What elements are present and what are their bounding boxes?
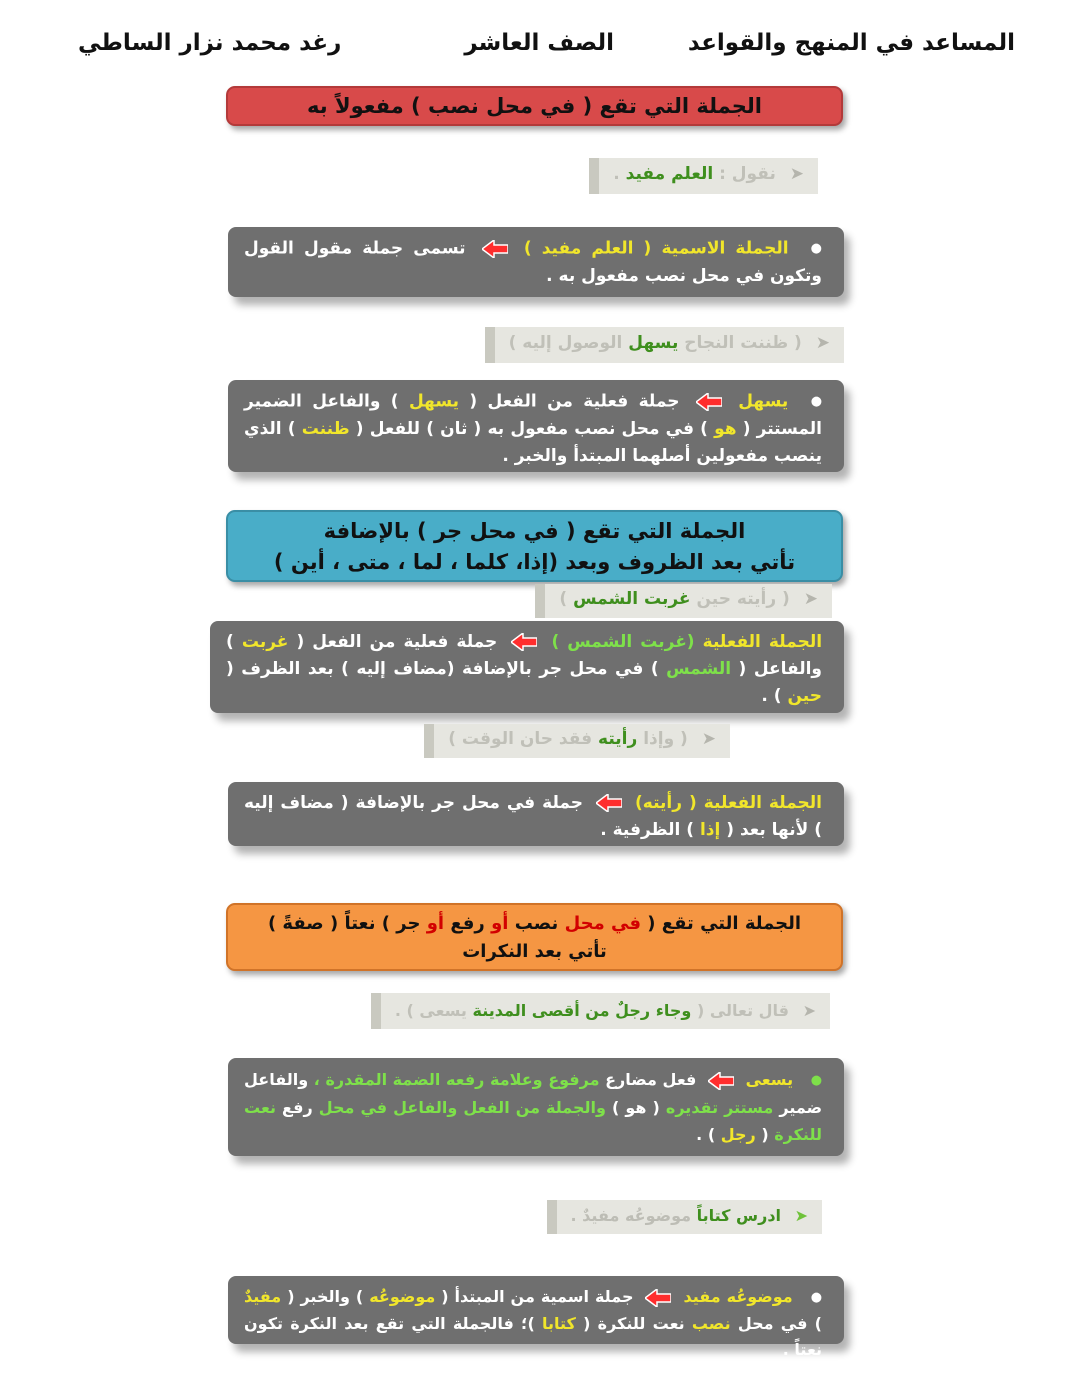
card-word: مرفوع وعلامة رفعه الضمة المقدرة ، <box>313 1070 600 1089</box>
section3-title <box>226 903 843 971</box>
card-word: نصب <box>691 1313 731 1333</box>
section2-title-line1: الجملة التي تقع ( في محل جر ) بالإضافة <box>323 519 746 543</box>
card-text: والفاعل ضمير <box>244 1070 823 1117</box>
card-term: موضوعُه مفيد <box>683 1287 793 1306</box>
section2-example1 <box>535 584 832 618</box>
section2-title-line2: تأتي بعد الظروف وبعد (إذا، كلما ، لما ، متى ، أين ) <box>273 550 796 574</box>
card-word: إذا <box>699 820 721 840</box>
card-text: نعت للنكرة ( <box>583 1313 685 1333</box>
bullet-icon: ● <box>810 241 822 256</box>
left-arrow-icon <box>708 1072 734 1090</box>
card-text: جملة فعلية من الفعل ( <box>296 632 498 652</box>
left-arrow-icon <box>696 393 722 411</box>
title-part: الجملة التي تقع ( <box>647 913 802 934</box>
example-highlight: رأيته <box>598 729 638 749</box>
card-word: موضوعُه <box>369 1287 436 1306</box>
example-suffix: . <box>613 164 620 184</box>
card-term: الجملة الفعلية <box>702 632 823 652</box>
card-text: ) في محل نصب مفعول به ( ثان ) للفعل ( <box>355 418 708 439</box>
section3-example2 <box>547 1200 822 1234</box>
card-word: (غربت الشمس ) <box>551 632 695 652</box>
card-term: يسهل <box>738 391 789 412</box>
card-word: مستتر تقديره <box>665 1098 774 1117</box>
chevron-left-icon: ➤ <box>794 1206 808 1225</box>
header-subject: المساعد في المنهج والقواعد <box>687 30 1015 56</box>
bullet-icon: ● <box>810 1073 823 1088</box>
section1-title: الجملة التي تقع ( في محل نصب ) مفعولاً به <box>226 86 843 126</box>
section1-example2 <box>485 327 844 363</box>
bullet-icon: ● <box>810 1289 823 1305</box>
card-word: ظننت <box>301 418 350 439</box>
left-arrow-icon <box>645 1289 671 1307</box>
title-part: أو <box>426 913 445 934</box>
card-word: الشمس <box>666 659 732 679</box>
example-highlight: غربت الشمس <box>573 589 691 609</box>
example-suffix: يسعى ) . <box>394 1001 467 1020</box>
title-part: جر ) نعتاً ( صفةً ) <box>267 913 421 934</box>
chevron-left-icon: ➤ <box>803 589 818 609</box>
card-word: يسهل <box>408 391 460 412</box>
example-prefix: ( رأيته حين <box>696 589 790 609</box>
left-arrow-icon <box>482 240 508 258</box>
title-part: أو <box>491 913 509 934</box>
card-word: ( رأيته) <box>634 793 697 813</box>
card-text: جملة في محل جر بالإضافة ( مضاف إليه ) لأنها بعد ( <box>244 793 822 840</box>
card-word: مفيدٌ <box>244 1287 282 1306</box>
example-suffix: الوصول إليه ) <box>508 333 623 353</box>
card-word: حين <box>787 686 822 706</box>
card-term: الجملة الاسمية ( العلم مفيد ) <box>523 238 789 259</box>
card-word: رجل <box>720 1125 756 1144</box>
section2-card2 <box>228 782 844 846</box>
card-term: الجملة الفعلية <box>703 793 823 813</box>
card-text: ) في محل جر بالإضافة (مضاف إليه ) بعد الظرف ( <box>226 659 659 679</box>
section1-card1 <box>228 227 844 297</box>
card-word: والجملة من الفعل والفاعل في محل <box>318 1098 606 1117</box>
section3-card1 <box>228 1058 844 1156</box>
chevron-left-icon: ➤ <box>802 1001 816 1020</box>
card-word: نعت للنكرة <box>244 1098 822 1144</box>
example-prefix: ( وإذا <box>643 729 688 749</box>
chevron-left-icon: ➤ <box>815 333 830 353</box>
card-word: هو <box>714 418 737 439</box>
card-term: يسعى <box>745 1070 794 1089</box>
section3-title-line1 <box>228 910 841 938</box>
section2-title <box>226 510 843 582</box>
card-text: ) الذي ينصب مفعولين أصلهما المبتدأ والخبر . <box>244 418 822 466</box>
title-part: رفع <box>450 913 485 934</box>
card-text: ) والخبر ( <box>287 1287 364 1306</box>
card-word: غربت <box>241 632 289 652</box>
section3-title-line2: تأتي بعد النكرات <box>462 941 607 962</box>
header-grade: الصف العاشر <box>464 30 614 56</box>
chevron-left-icon: ➤ <box>701 729 716 749</box>
example-highlight: وجاء رجلٌ من أقصى المدينة <box>472 1001 692 1020</box>
chevron-left-icon: ➤ <box>789 164 804 184</box>
example-highlight: العلم مفيد <box>625 164 714 184</box>
example-prefix: نقول : <box>719 164 776 184</box>
card-text: تسمى جملة مقول القول وتكون في محل نصب مفعول به . <box>244 238 822 286</box>
title-part: في محل <box>564 913 642 934</box>
card-text: ) والفاعل ( <box>226 632 822 679</box>
card-text: جملة اسمية من المبتدأ ( <box>441 1287 634 1306</box>
section2-card1 <box>210 621 844 713</box>
left-arrow-icon <box>511 633 537 651</box>
card-text: ( هو ) <box>612 1098 660 1117</box>
card-text: فعل مضارع <box>605 1070 697 1089</box>
example-suffix: فقد حان الوقت ) <box>448 729 593 749</box>
bullet-icon: ● <box>810 394 823 409</box>
card-text: ) الظرفية . <box>600 820 695 840</box>
left-arrow-icon <box>596 794 622 812</box>
example-suffix: موضوعُه مفيدٌ . <box>570 1206 692 1225</box>
card-text: رفع <box>282 1098 313 1117</box>
card-text: )؛ فالجملة التي تقع بعد النكرة تكون نعتاً . <box>244 1313 822 1359</box>
example-suffix: ) <box>559 589 568 609</box>
example-highlight: ادرس كتاباً <box>696 1206 782 1225</box>
example-highlight: يسهل <box>628 333 679 353</box>
card-text: ) . <box>761 686 782 706</box>
card-text: جملة فعلية من الفعل ( <box>469 391 680 412</box>
card-text: ) . <box>696 1125 716 1144</box>
header-author: رغد محمد نزار الساطي <box>78 30 342 56</box>
example-prefix: قال تعالى ( <box>696 1001 790 1020</box>
example-prefix: ( ظننت النجاح <box>684 333 802 353</box>
card-text: ) والفاعل الضمير المستتر ( <box>244 391 823 439</box>
card-text: ( <box>761 1125 769 1144</box>
section2-example2 <box>424 724 730 758</box>
section1-example1 <box>589 158 818 194</box>
card-word: كتابا <box>542 1313 576 1333</box>
section1-card2 <box>228 380 844 472</box>
section3-card2 <box>228 1276 844 1359</box>
card-text: ) في محل <box>737 1313 822 1333</box>
title-part: نصب <box>514 913 559 934</box>
section3-example1 <box>371 993 830 1029</box>
